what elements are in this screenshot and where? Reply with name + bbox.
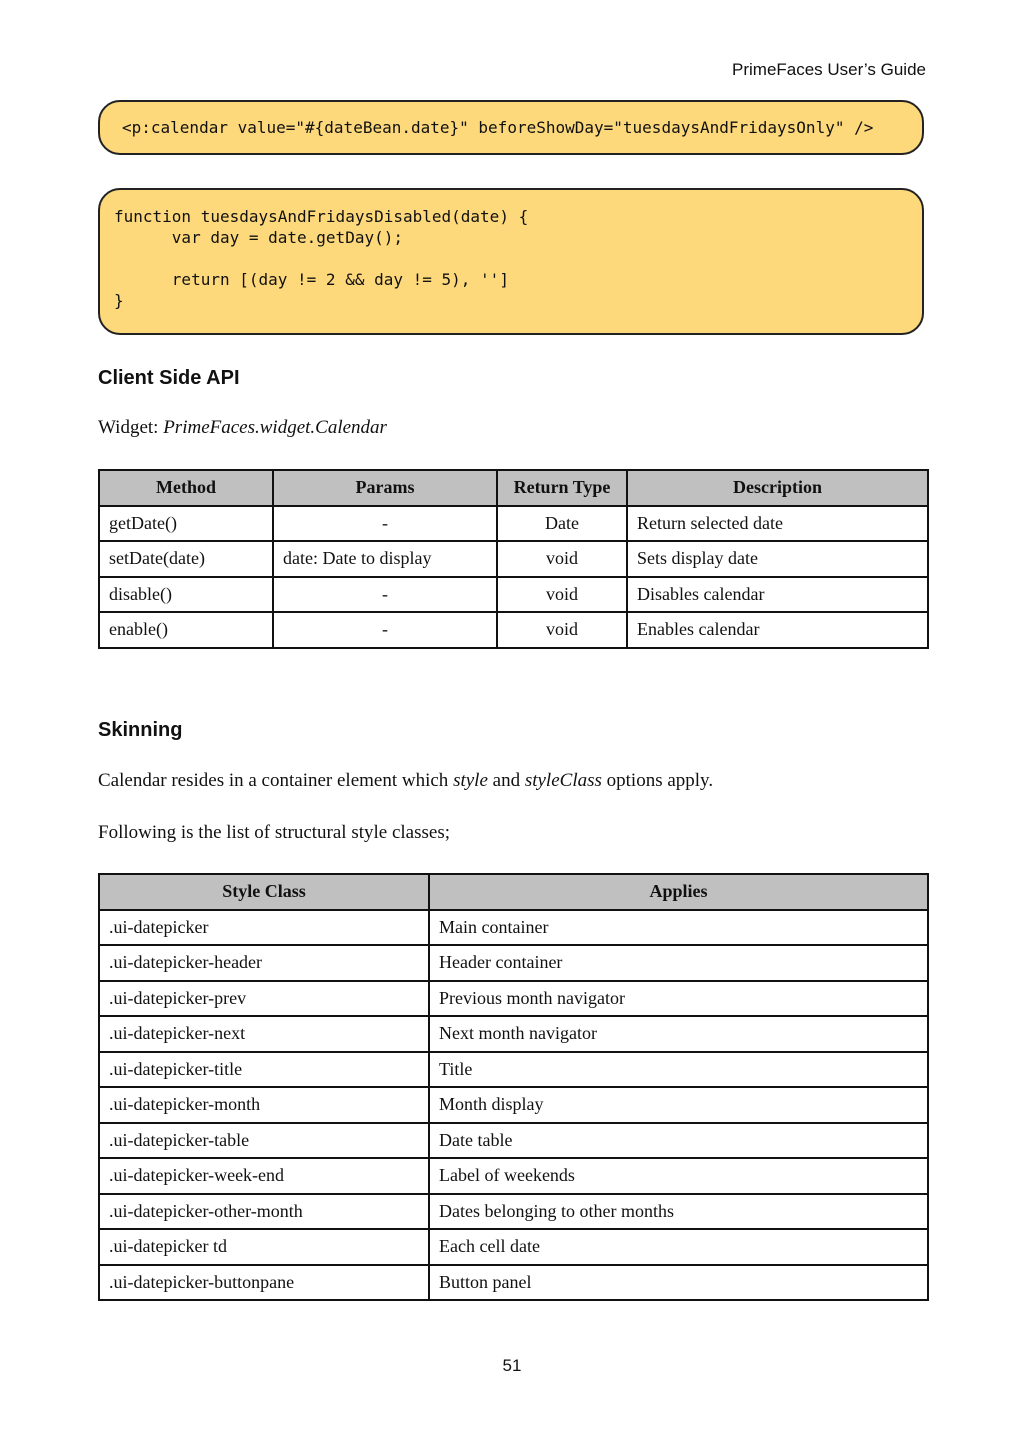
table-row [99,506,928,542]
applies-cell: Button panel [429,1265,928,1301]
column-header: Method [99,470,273,506]
return-type-cell: Date [497,506,627,542]
table-row [99,612,928,648]
method-cell: enable() [99,612,273,648]
widget-name: PrimeFaces.widget.Calendar [163,417,387,438]
style-class-cell: .ui-datepicker-other-month [99,1194,429,1230]
column-header: Description [627,470,928,506]
table-row [99,1016,928,1052]
table-header-row [99,470,928,506]
applies-cell: Each cell date [429,1229,928,1265]
method-cell: getDate() [99,506,273,542]
table-row [99,945,928,981]
applies-cell: Date table [429,1123,928,1159]
code-text: function tuesdaysAndFridaysDisabled(date) { var day = date.getDay(); return [(day != 2 && day != 5), ''] } [114,207,529,310]
table-row [99,1194,928,1230]
table-row [99,981,928,1017]
table-row [99,577,928,613]
style-class-cell: .ui-datepicker-header [99,945,429,981]
style-class-cell: .ui-datepicker [99,910,429,946]
column-header: Style Class [99,874,429,910]
text-fragment: Calendar resides in a container element which [98,770,454,791]
description-cell: Enables calendar [627,612,928,648]
style-class-cell: .ui-datepicker td [99,1229,429,1265]
params-cell: - [273,612,497,648]
style-class-cell: .ui-datepicker-title [99,1052,429,1088]
styleclass-term: styleClass [524,770,602,791]
applies-cell: Next month navigator [429,1016,928,1052]
table-row [99,1087,928,1123]
text-fragment: and [487,770,525,791]
return-type-cell: void [497,541,627,577]
style-class-cell: .ui-datepicker-month [99,1087,429,1123]
method-cell: disable() [99,577,273,613]
description-cell: Sets display date [627,541,928,577]
table-row [99,1123,928,1159]
method-cell: setDate(date) [99,541,273,577]
return-type-cell: void [497,612,627,648]
skinning-paragraph [98,770,713,792]
table-row [99,1052,928,1088]
widget-line [98,417,387,439]
page-number: 51 [502,1356,522,1375]
style-class-cell: .ui-datepicker-week-end [99,1158,429,1194]
text-fragment: options apply. [601,770,714,791]
table-row [99,541,928,577]
description-cell: Return selected date [627,506,928,542]
applies-cell: Main container [429,910,928,946]
return-type-cell: void [497,577,627,613]
column-header: Params [273,470,497,506]
table-header-row [99,874,928,910]
section-heading-skinning: Skinning [98,719,183,741]
applies-cell: Label of weekends [429,1158,928,1194]
client-api-table [98,469,929,649]
description-cell: Disables calendar [627,577,928,613]
table-row [99,1265,928,1301]
column-header: Applies [429,874,928,910]
table-row [99,910,928,946]
table-row [99,1229,928,1265]
style-term: style [453,770,488,791]
table-row [99,1158,928,1194]
params-cell: date: Date to display [273,541,497,577]
params-cell: - [273,506,497,542]
code-text: <p:calendar value="#{dateBean.date}" beforeShowDay="tuesdaysAndFridaysOnly" /> [122,118,874,137]
applies-cell: Title [429,1052,928,1088]
applies-cell: Month display [429,1087,928,1123]
style-classes-table [98,873,929,1301]
widget-label: Widget: [98,417,164,438]
style-class-cell: .ui-datepicker-next [99,1016,429,1052]
applies-cell: Dates belonging to other months [429,1194,928,1230]
style-classes-intro: Following is the list of structural style classes; [98,822,450,843]
column-header: Return Type [497,470,627,506]
page-header-title: PrimeFaces User’s Guide [732,60,926,79]
code-block-js-function [98,188,924,335]
section-heading-client-side-api: Client Side API [98,367,240,389]
params-cell: - [273,577,497,613]
code-block-calendar-tag [98,100,924,155]
applies-cell: Previous month navigator [429,981,928,1017]
style-class-cell: .ui-datepicker-table [99,1123,429,1159]
style-class-cell: .ui-datepicker-buttonpane [99,1265,429,1301]
applies-cell: Header container [429,945,928,981]
style-class-cell: .ui-datepicker-prev [99,981,429,1017]
